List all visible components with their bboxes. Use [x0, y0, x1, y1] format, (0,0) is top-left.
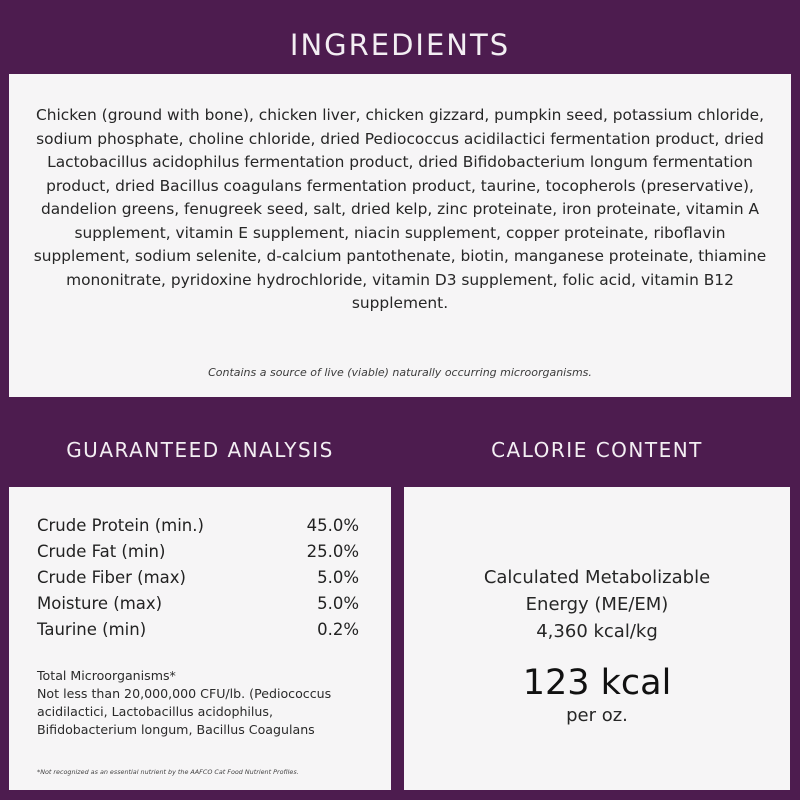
- calorie-content-heading: CALORIE CONTENT: [491, 438, 703, 462]
- guaranteed-analysis-heading: GUARANTEED ANALYSIS: [66, 438, 334, 462]
- micro-line: Not less than 20,000,000 CFU/lb. (Pediococcus: [37, 686, 332, 701]
- analysis-value: 45.0%: [306, 515, 359, 535]
- analysis-label: Crude Protein (min.): [37, 515, 204, 535]
- analysis-value: 5.0%: [317, 567, 359, 587]
- calorie-unit: per oz.: [566, 705, 628, 726]
- analysis-value: 0.2%: [317, 619, 359, 639]
- analysis-label: Crude Fiber (max): [37, 567, 186, 587]
- aafco-footnote: *Not recognized as an essential nutrient by the AAFCO Cat Food Nutrient Profiles.: [37, 768, 299, 776]
- calorie-line: Calculated Metabolizable: [483, 567, 711, 588]
- table-row: [37, 616, 359, 642]
- analysis-value: 25.0%: [306, 541, 359, 561]
- micro-line: Bifidobacterium longum, Bacillus Coagulans: [37, 722, 315, 737]
- ingredients-panel: [9, 74, 791, 397]
- table-row: [37, 538, 359, 564]
- analysis-label: Crude Fat (min): [37, 541, 166, 561]
- calorie-value: 123 kcal: [522, 663, 672, 703]
- guaranteed-analysis-panel: [9, 487, 391, 790]
- microorganism-guarantee: [37, 667, 377, 739]
- calorie-content-panel: [404, 487, 790, 790]
- calorie-line: Energy (ME/EM): [525, 594, 669, 615]
- ingredients-list: Chicken (ground with bone), chicken liver, chicken gizzard, pumpkin seed, potassium chloride, sodium phosphate, choline chloride, dried Pediococcus acidilactici fermentation product, dried Lactobacillus acidophilus fermentation product, dried Bifidobacterium longum fermentation product, dried Bacillus coagulans fermentation product, taurine, tocopherols (preservative), dandelion greens, fenugreek seed, salt, dried kelp, zinc proteinate, iron proteinate, vitamin A supplement, vitamin E supplement, niacin supplement, copper proteinate, riboflavin supplement, sodium selenite, d-calcium pantothenate, biotin, manganese proteinate, thiamine mononitrate, pyridoxine hydrochloride, vitamin D3 supplement, folic acid, vitamin B12 supplement.: [33, 106, 767, 312]
- micro-line: acidilactici, Lactobacillus acidophilus,: [37, 704, 273, 719]
- microorganism-note: Contains a source of live (viable) naturally occurring microorganisms.: [208, 366, 592, 379]
- analysis-table: [37, 512, 359, 642]
- analysis-value: 5.0%: [317, 593, 359, 613]
- analysis-label: Moisture (max): [37, 593, 163, 613]
- table-row: [37, 564, 359, 590]
- ingredients-heading: INGREDIENTS: [289, 28, 511, 62]
- calorie-description: [404, 564, 790, 645]
- table-row: [37, 590, 359, 616]
- table-row: [37, 512, 359, 538]
- micro-line: Total Microorganisms*: [37, 668, 176, 683]
- calorie-line: 4,360 kcal/kg: [536, 621, 658, 642]
- analysis-label: Taurine (min): [37, 619, 147, 639]
